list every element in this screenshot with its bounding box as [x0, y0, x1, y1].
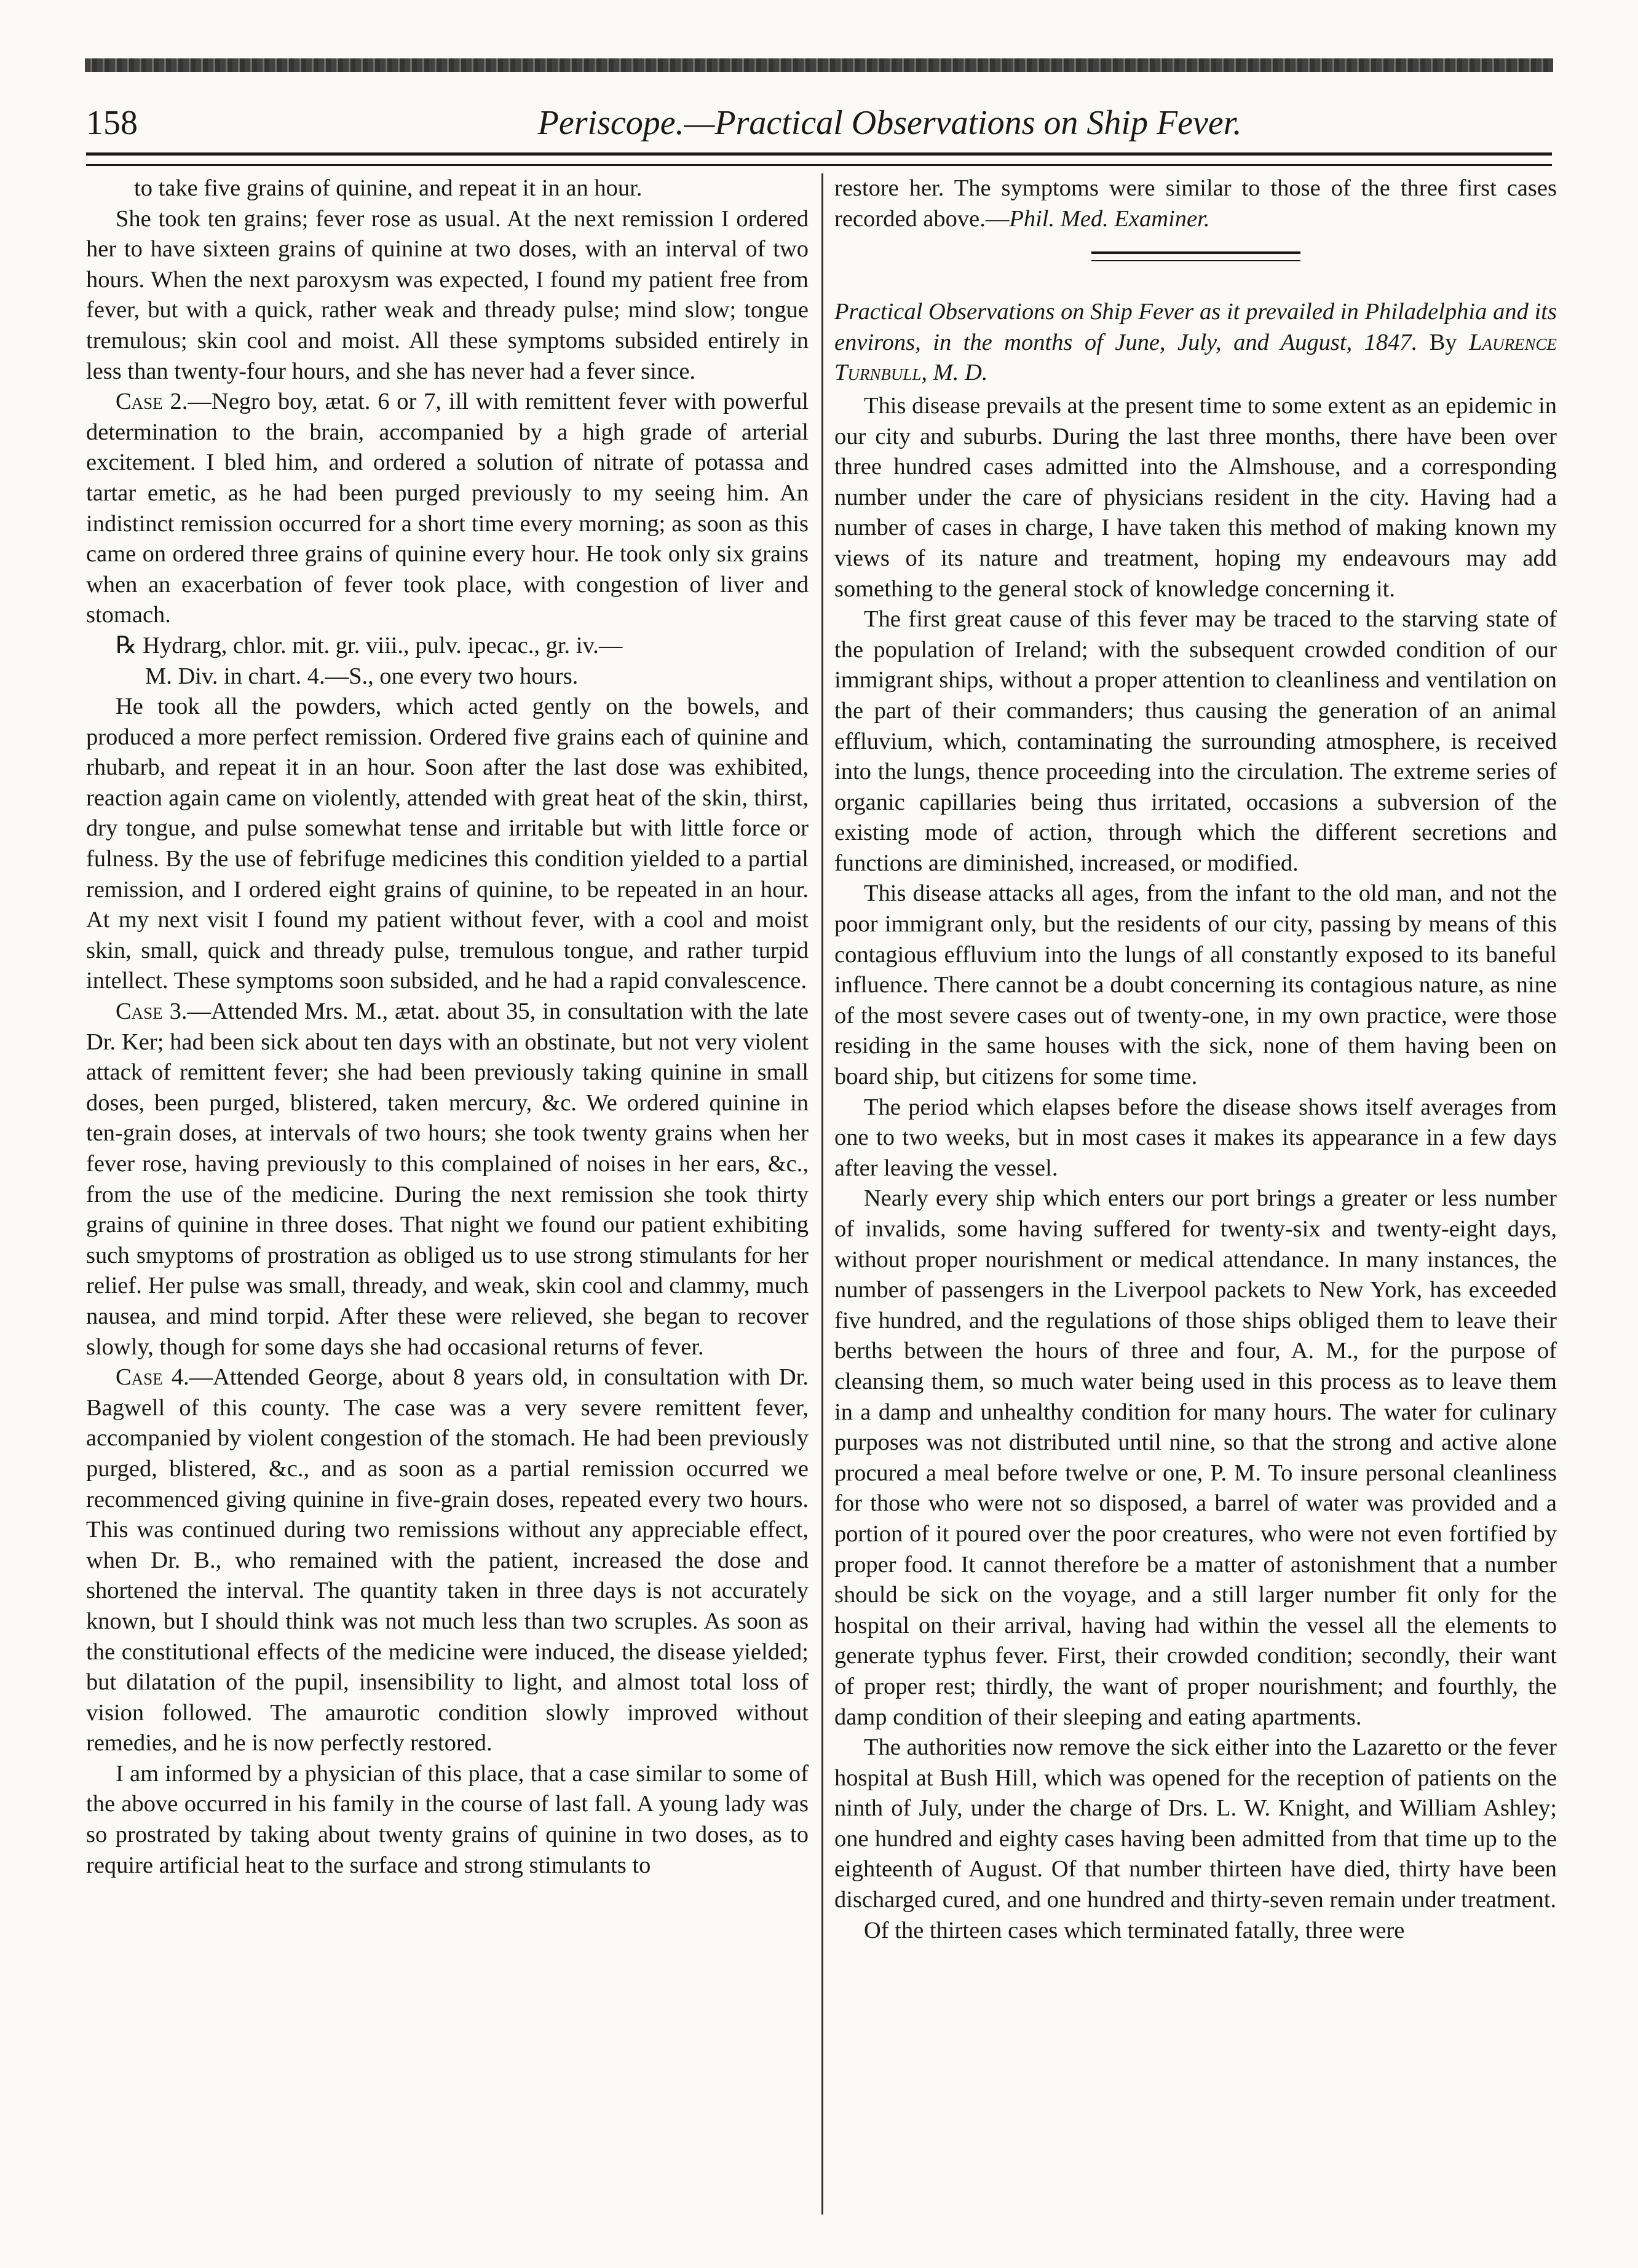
running-head: Periscope.—Practical Observations on Ship Fever.	[537, 104, 1242, 142]
paragraph: to take five grains of quinine, and repeat it in an hour.	[134, 175, 643, 201]
section-divider	[1091, 251, 1300, 261]
author-name: Laurence Turnbull, M. D.	[834, 329, 1557, 386]
case-text: —Negro boy, ætat. 6 or 7, ill with remittent fever with powerful determination to the brain, accompanied by a high grade of arterial excitement. I bled him, and ordered a solution of nitrate of potassa and tartar emetic, as he had been purged previously to my seeing him. An indistinct remission occurred for a short time every morning; as soon as this came on ordered three grains of quinine every hour. He took only six grains when an exacerbation of fever took place, with congestion of liver and stomach.	[86, 389, 809, 628]
case-label: Case 2.	[116, 389, 188, 415]
paragraph: Nearly every ship which enters our port brings a greater or less number of invalids, some having suffered for twenty-six and twenty-eight days, without proper nourishment or medical attendance. In many instances, the number of passengers in the Liverpool packets to New York, has exceeded five hundred, and the regulations of those ships obliged them to leave their berths between the hours of three and four, A. M., for the purpose of cleansing them, so much water being used in this process as to leave them in a damp and unhealthy condition for many hours. The water for culinary purposes was not distributed until nine, so that the strong and active alone procured a meal before twelve or one, P. M. To insure personal cleanliness for those who were not so disposed, a barrel of water was provided and a portion of it poured over the poor creatures, who were not even fortified by proper food. It cannot therefore be a matter of astonishment that a number should be sick on the voyage, and a still larger number fit only for the hospital on their arrival, having had within the vessel all the elements to generate typhus fever. First, their crowded condition; secondly, their want of proper rest; thirdly, the want of proper nourishment; and fourthly, the damp condition of their sleeping and eating apartments.	[834, 1185, 1557, 1730]
paragraph: The authorities now remove the sick either into the Lazaretto or the fever hospital at Bush Hill, which was opened for the reception of patients on the ninth of July, under the charge of Drs. L. W. Knight, and William Ashley; one hundred and eighty cases having been admitted from that time up to the eighteenth of August. Of that number thirteen have died, thirty have been discharged cured, and one hundred and thirty-seven remain under treatment.	[834, 1734, 1557, 1913]
article-title-text: Practical Observations on Ship Fever as it prevailed in Philadelphia and its environs, in the months of June, July, and August, 1847.	[834, 299, 1557, 355]
case-3-paragraph	[86, 997, 809, 1362]
case-label: Case 3.	[116, 998, 188, 1025]
paragraph: Of the thirteen cases which terminated fatally, three were	[864, 1917, 1405, 1943]
prescription-line: ℞ Hydrarg, chlor. mit. gr. viii., pulv. ipecac., gr. iv.—	[116, 632, 623, 658]
paragraph: This disease attacks all ages, from the infant to the old man, and not the poor immigrant only, but the residents of our city, passing by means of this contagious effluvium into the lungs of all constantly exposed to its baneful influence. There cannot be a doubt concerning its contagious nature, as nine of the most severe cases out of twenty-one, in my own practice, were those residing in the same houses with the sick, none of them having been on board ship, but citizens for some time.	[834, 880, 1557, 1090]
top-decorative-rule	[85, 58, 1553, 72]
column-divider	[821, 173, 823, 2215]
paragraph: He took all the powders, which acted gently on the bowels, and produced a more perfect remission. Ordered five grains each of quinine and rhubarb, and repeat it in an hour. Soon after the last dose was exhibited, reaction again came on violently, attended with great heat of the skin, thirst, dry tongue, and pulse somewhat tense and irritable but with little force or fulness. By the use of febrifuge medicines this condition yielded to a partial remission, and I ordered eight grains of quinine, to be repeated in an hour. At my next visit I found my patient without fever, with a cool and moist skin, small, quick and thready pulse, tremulous tongue, and rather turpid intellect. These symptoms soon subsided, and he had a rapid convalescence.	[86, 693, 809, 994]
paragraph-text: restore her. The symptoms were similar to those of the three first cases recorded above.—	[834, 175, 1557, 232]
source-citation: Phil. Med. Examiner.	[1009, 205, 1210, 232]
byline-prefix: By	[1429, 329, 1457, 355]
paragraph: This disease prevails at the present time to some extent as an epidemic in our city and suburbs. During the last three months, there have been over three hundred cases admitted into the Almshouse, and a corresponding number under the care of physicians resident in the city. Having had a number of cases in charge, I have taken this method of making known my views of its nature and treatment, hoping my endeavours may add something to the general stock of knowledge concerning it.	[834, 392, 1557, 602]
case-2-paragraph	[86, 387, 809, 631]
case-4-paragraph	[86, 1362, 809, 1759]
paragraph: She took ten grains; fever rose as usual. At the next remission I ordered her to have sixteen grains of quinine at two doses, with an interval of two hours. When the next paroxysm was expected, I found my patient free from fever, but with a quick, rather weak and thready pulse; mind slow; tongue tremulous; skin cool and moist. All these symptoms subsided entirely in less than twenty-four hours, and she has never had a fever since.	[86, 205, 809, 384]
paragraph: The period which elapses before the disease shows itself averages from one to two weeks, but in most cases it makes its appearance in a few days after leaving the vessel.	[834, 1094, 1557, 1181]
case-text: —Attended Mrs. M., ætat. about 35, in consultation with the late Dr. Ker; had been sick about ten days with an obstinate, but not very violent attack of remittent fever; she had been previously taking quinine in small doses, been purged, blistered, taken mercury, &c. We ordered quinine in ten-grain doses, at intervals of two hours; she took twenty grains when her fever rose, having previously to this complained of noises in her ears, &c., from the use of the medicine. During the next remission she took thirty grains of quinine in three doses. That night we found our patient exhibiting such smyptoms of prostration as obliged us to use strong stimulants for her relief. Her pulse was small, thready, and weak, skin cool and clammy, much nausea, and mind torpid. After these were relieved, she began to recover slowly, though for some days she had occasional returns of fever.	[86, 998, 809, 1360]
paragraph: The first great cause of this fever may be traced to the starving state of the population of Ireland; with the subsequent crowded condition of our immigrant ships, without a proper attention to cleanliness and ventilation on the part of their commanders; thus causing the generation of an animal effluvium, which, contaminating the surrounding atmosphere, is received into the lungs, thence proceeding into the circulation. The extreme series of organic capillaries being thus irritated, occasions a subversion of the existing mode of action, through which the different secretions and functions are diminished, increased, or modified.	[834, 606, 1557, 876]
case-label: Case 4.	[116, 1364, 189, 1391]
paragraph	[834, 173, 1557, 234]
header-rule	[86, 152, 1552, 166]
article-title	[834, 297, 1557, 389]
page-header	[86, 98, 1552, 148]
right-column	[834, 173, 1557, 2227]
paragraph: I am informed by a physician of this place, that a case similar to some of the above occurred in his family in the course of last fall. A young lady was so prostrated by taking about twenty grains of quinine in two doses, as to require artificial heat to the surface and strong stimulants to	[86, 1760, 809, 1878]
page-number: 158	[86, 104, 138, 142]
case-text: —Attended George, about 8 years old, in consultation with Dr. Bagwell of this county. The case was a very severe remittent fever, accompanied by violent congestion of the stomach. He had been previously purged, blistered, &c., and as soon as a partial remission occurred we recommenced giving quinine in five-grain doses, repeated every two hours. This was continued during two remissions without any appreciable effect, when Dr. B., who remained with the patient, increased the dose and shortened the interval. The quantity taken in three days is not accurately known, but I should think was not much less than two scruples. As soon as the constitutional effects of the medicine were induced, the disease yielded; but dilatation of the pupil, insensibility to light, and almost total loss of vision followed. The amaurotic condition slowly improved without remedies, and he is now perfectly restored.	[86, 1364, 809, 1756]
left-column	[86, 173, 809, 2227]
prescription-line: M. Div. in chart. 4.—S., one every two hours.	[145, 663, 579, 689]
